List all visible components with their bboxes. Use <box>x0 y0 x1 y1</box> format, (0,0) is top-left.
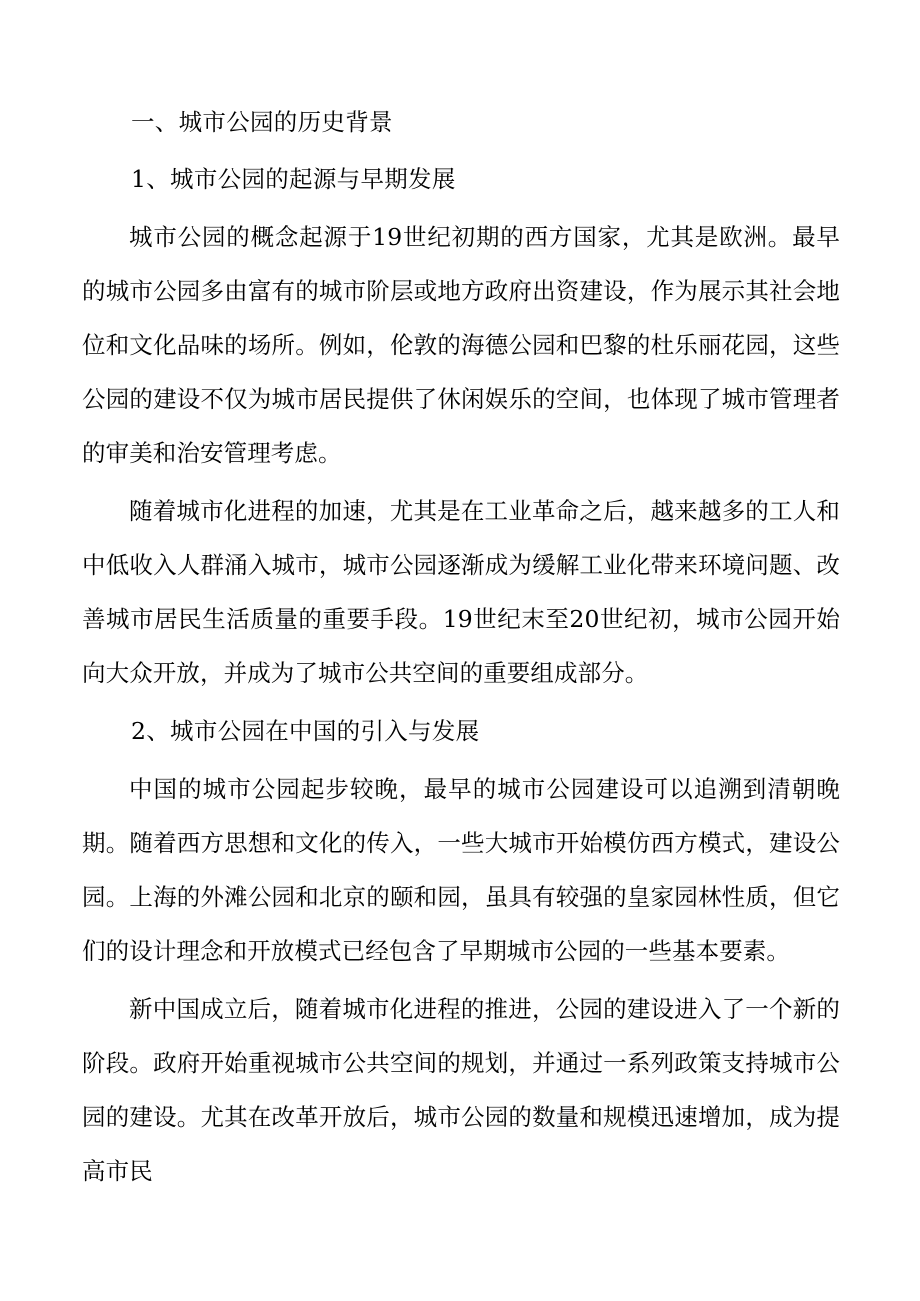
subsection-heading-origins: 1、城市公园的起源与早期发展 <box>131 165 456 193</box>
subsection-heading-china: 2、城市公园在中国的引入与发展 <box>131 717 480 745</box>
section-heading: 一、城市公园的历史背景 <box>131 108 393 136</box>
paragraph-new-china: 新中国成立后，随着城市化进程的推进，公园的建设进入了一个新的阶段。政府开始重视城市公共空间的规划，并通过一系列政策支持城市公园的建设。尤其在改革开放后，城市公园的数量和规模迅速增加，成为提高市民 <box>82 995 840 1185</box>
document-body <box>82 95 840 1202</box>
paragraph-china-introduction: 中国的城市公园起步较晚，最早的城市公园建设可以追溯到清朝晚期。随着西方思想和文化的传入，一些大城市开始模仿西方模式，建设公园。上海的外滩公园和北京的颐和园，虽具有较强的皇家园林性质，但它们的设计理念和开放模式已经包含了早期城市公园的一些基本要素。 <box>82 775 840 965</box>
paragraph-origins: 城市公园的概念起源于19世纪初期的西方国家，尤其是欧洲。最早的城市公园多由富有的城市阶层或地方政府出资建设，作为展示其社会地位和文化品味的场所。例如，伦敦的海德公园和巴黎的杜乐丽花园，这些公园的建设不仅为城市居民提供了休闲娱乐的空间，也体现了城市管理者的审美和治安管理考虑。 <box>82 223 840 467</box>
paragraph-industrialization: 随着城市化进程的加速，尤其是在工业革命之后，越来越多的工人和中低收入人群涌入城市，城市公园逐渐成为缓解工业化带来环境问题、改善城市居民生活质量的重要手段。19世纪末至20世纪初，城市公园开始向大众开放，并成为了城市公共空间的重要组成部分。 <box>82 497 840 687</box>
